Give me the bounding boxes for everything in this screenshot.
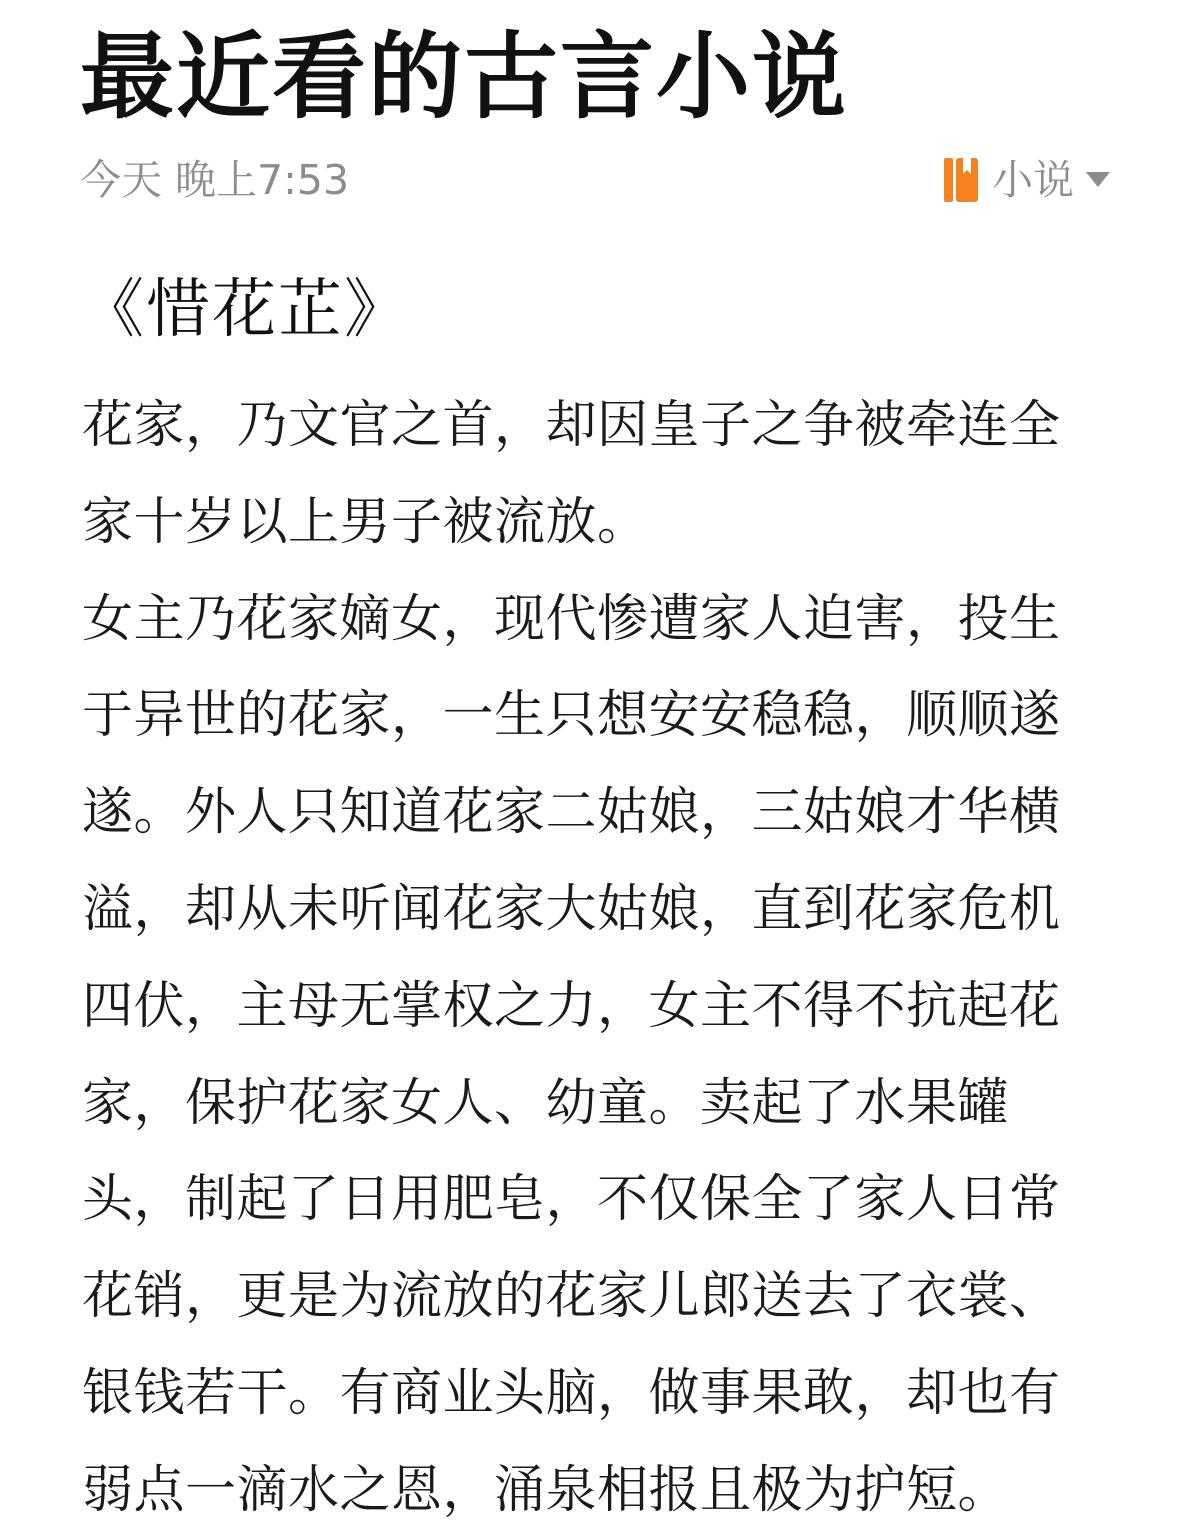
body-line: 家，保护花家女人、幼童。卖起了水果罐: [82, 1073, 1010, 1133]
body-line: 溢，却从未听闻花家大姑娘，直到花家危机: [82, 879, 1061, 939]
note-body[interactable]: [82, 378, 1100, 1540]
category-label: 小说: [992, 156, 1074, 204]
meta-row: [80, 150, 1110, 210]
body-line: 银钱若干。有商业头脑，做事果敢，却也有: [82, 1363, 1061, 1423]
book-icon: [944, 158, 978, 202]
page-title: 最近看的古言小说: [80, 23, 849, 132]
timestamp: 今天 晚上7:53: [80, 156, 350, 204]
caret-down-icon: [1086, 172, 1110, 188]
body-line: 花家，乃文官之首，却因皇子之争被牵连全: [82, 396, 1061, 455]
body-line: 花销，更是为流放的花家儿郎送去了衣裳、: [82, 1267, 1061, 1327]
body-line: 于异世的花家，一生只想安安稳稳，顺顺遂: [82, 686, 1061, 746]
book-title: 《惜花芷》: [80, 273, 410, 347]
body-line: 家十岁以上男子被流放。: [82, 492, 649, 552]
body-line: 四伏，主母无掌权之力，女主不得不抗起花: [82, 976, 1061, 1036]
body-line: 弱点一滴水之恩，涌泉相报且极为护短。: [82, 1460, 1010, 1520]
body-line: 遂。外人只知道花家二姑娘，三姑娘才华横: [82, 783, 1061, 843]
body-line: 头，制起了日用肥皂，不仅保全了家人日常: [82, 1170, 1061, 1230]
body-line: 女主乃花家嫡女，现代惨遭家人迫害，投生: [82, 589, 1061, 649]
category-selector[interactable]: [944, 150, 1110, 210]
